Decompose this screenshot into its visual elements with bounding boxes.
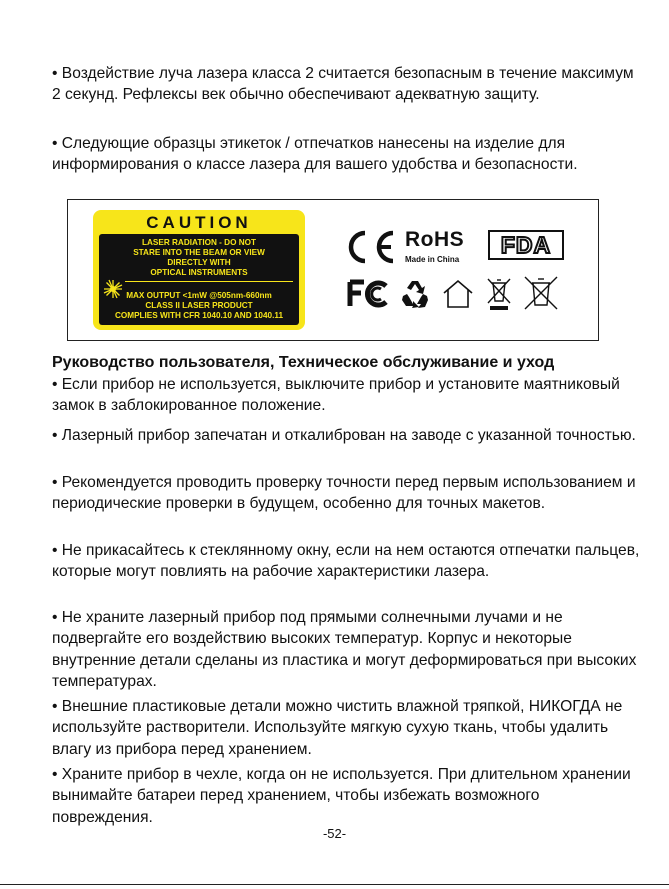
caution-warning-line: STARE INTO THE BEAM OR VIEW xyxy=(133,248,265,257)
caution-warning-line: OPTICAL INSTRUMENTS xyxy=(150,268,248,277)
caution-divider xyxy=(125,281,293,282)
intro-paragraph-laser-exposure: • Воздействие луча лазера класса 2 считается безопасным в течение максимум 2 секунд. Рефлексы век обычно обеспечивают адекватную защиту. xyxy=(52,65,634,104)
caution-warning-line: LASER RADIATION - DO NOT xyxy=(141,238,256,247)
fda-logo-icon xyxy=(488,230,564,260)
caution-warning-line: DIRECTLY WITH xyxy=(167,258,231,267)
paragraph-storage-case: • Храните прибор в чехле, когда он не используется. При длительном хранении вынимайте батареи перед хранением, чтобы избежать возможного повреждения. xyxy=(52,766,631,826)
bottom-rule xyxy=(0,884,669,885)
ce-mark-icon xyxy=(343,229,397,265)
paragraph-accuracy-check: • Рекомендуется проводить проверку точности перед первым использованием и периодические проверки в будущем, особенно для точных макетов. xyxy=(52,474,636,513)
paragraph-storage-temperature: • Не храните лазерный прибор под прямыми солнечными лучами и не подвергайте его воздействию высоких температур. Корпус и некоторые внутренние детали сделаны из пластика и могут деформироваться при высоких температурах. xyxy=(52,609,637,690)
intro-paragraph-labels: • Следующие образцы этикеток / отпечатков нанесены на изделие для информирования о классе лазера для вашего удобства и безопасности. xyxy=(52,135,578,174)
indoor-use-house-icon xyxy=(441,279,475,309)
caution-spec-line: COMPLIES WITH CFR 1040.10 AND 1040.11 xyxy=(114,311,284,320)
rohs-made-in-china: Made in China xyxy=(405,255,460,264)
caution-spec-line: CLASS II LASER PRODUCT xyxy=(145,301,253,310)
caution-warning-panel xyxy=(99,234,299,325)
paragraph-factory-calibration: • Лазерный прибор запечатан и откалиброван на заводе с указанной точностью. xyxy=(52,427,636,444)
paragraph-cleaning: • Внешние пластиковые детали можно чистить влажной тряпкой, НИКОГДА не используйте растворители. Используйте мягкую сухую ткань, чтобы удалить влагу из прибора перед хранением. xyxy=(52,698,623,758)
weee-bin-bar-icon xyxy=(484,276,514,312)
paragraph-pendulum-lock: • Если прибор не используется, выключите прибор и установите маятниковый замок в заблокированное положение. xyxy=(52,376,620,415)
svg-text:FDA: FDA xyxy=(500,232,552,258)
weee-bin-icon xyxy=(521,274,561,312)
fc-mark-icon xyxy=(346,278,392,310)
caution-title: CAUTION xyxy=(146,213,252,232)
caution-label xyxy=(93,210,305,330)
section-heading: Руководство пользователя, Техническое обслуживание и уход xyxy=(52,354,555,371)
caution-spec-line: MAX OUTPUT <1mW @505nm-660nm xyxy=(126,291,272,300)
rohs-title: RoHS xyxy=(405,228,465,251)
recycle-icon xyxy=(399,278,431,310)
paragraph-glass-window: • Не прикасайтесь к стеклянному окну, если на нем остаются отпечатки пальцев, которые могут повлиять на рабочие характеристики лазера. xyxy=(52,542,640,581)
label-samples-panel xyxy=(67,199,599,341)
page-number: -52- xyxy=(322,826,347,841)
